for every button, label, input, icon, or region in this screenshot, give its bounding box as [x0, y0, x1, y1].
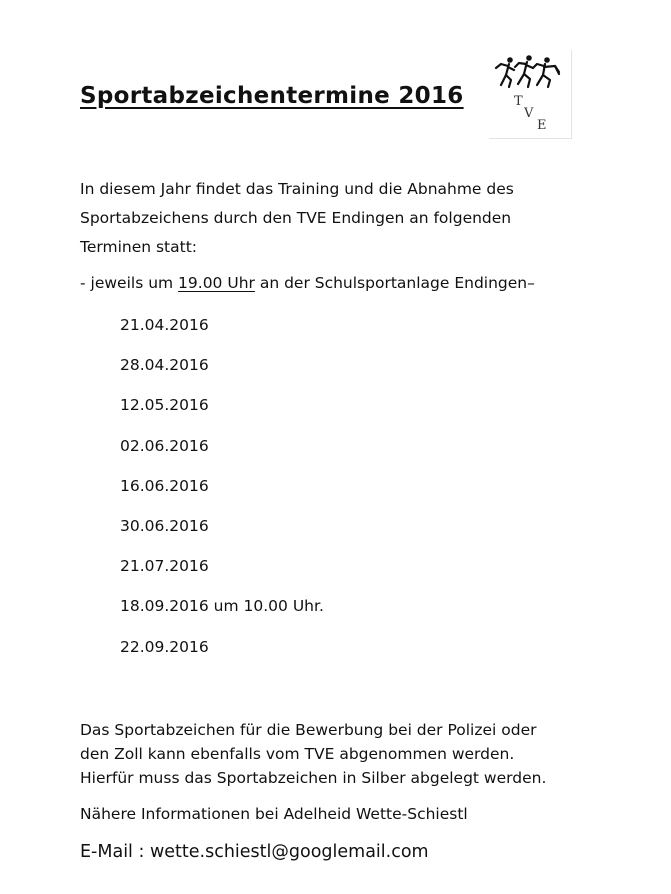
date-item: 28.04.2016: [120, 356, 209, 375]
runners-icon: [489, 50, 571, 100]
location-text: an der Schulsportanlage Endingen–: [254, 274, 535, 292]
police-note-line: Hierfür muss das Sportabzeichen in Silber abgelegt werden.: [80, 769, 547, 787]
police-note: [80, 718, 546, 790]
date-item: 18.09.2016 um 10.00 Uhr.: [120, 597, 324, 616]
email-address: wette.schiestl@googlemail.com: [149, 842, 429, 862]
date-item: 30.06.2016: [120, 516, 209, 535]
date-item: 21.07.2016: [120, 557, 209, 576]
page-title: Sportabzeichentermine 2016: [80, 83, 464, 109]
date-item: 22.09.2016: [120, 637, 209, 656]
tve-logo: [489, 50, 572, 139]
logo-letter-t: T: [514, 94, 523, 109]
police-note-line: den Zoll kann ebenfalls vom TVE abgenommen werden.: [80, 745, 515, 763]
logo-letter-v: V: [524, 106, 534, 121]
date-item: 16.06.2016: [120, 476, 209, 495]
intro-line: In diesem Jahr findet das Training und die Abnahme des: [80, 180, 514, 198]
intro-line: Terminen statt:: [80, 238, 198, 256]
training-time: 19.00 Uhr: [178, 274, 255, 292]
police-note-line: Das Sportabzeichen für die Bewerbung bei der Polizei oder: [80, 721, 537, 739]
dates-list: [120, 314, 324, 676]
date-item: 02.06.2016: [120, 436, 209, 455]
date-item: 12.05.2016: [120, 396, 209, 415]
time-prefix: - jeweils um: [80, 274, 179, 292]
contact-info: Nähere Informationen bei Adelheid Wette-Schiestl: [80, 805, 468, 823]
logo-letter-e: E: [537, 118, 547, 133]
intro-line: Sportabzeichens durch den TVE Endingen an folgenden: [80, 209, 512, 227]
email-line: [80, 842, 429, 862]
time-location-line: [80, 274, 535, 292]
date-item: 21.04.2016: [120, 316, 209, 334]
email-label: E-Mail :: [80, 842, 150, 862]
intro-paragraph: [80, 175, 514, 262]
